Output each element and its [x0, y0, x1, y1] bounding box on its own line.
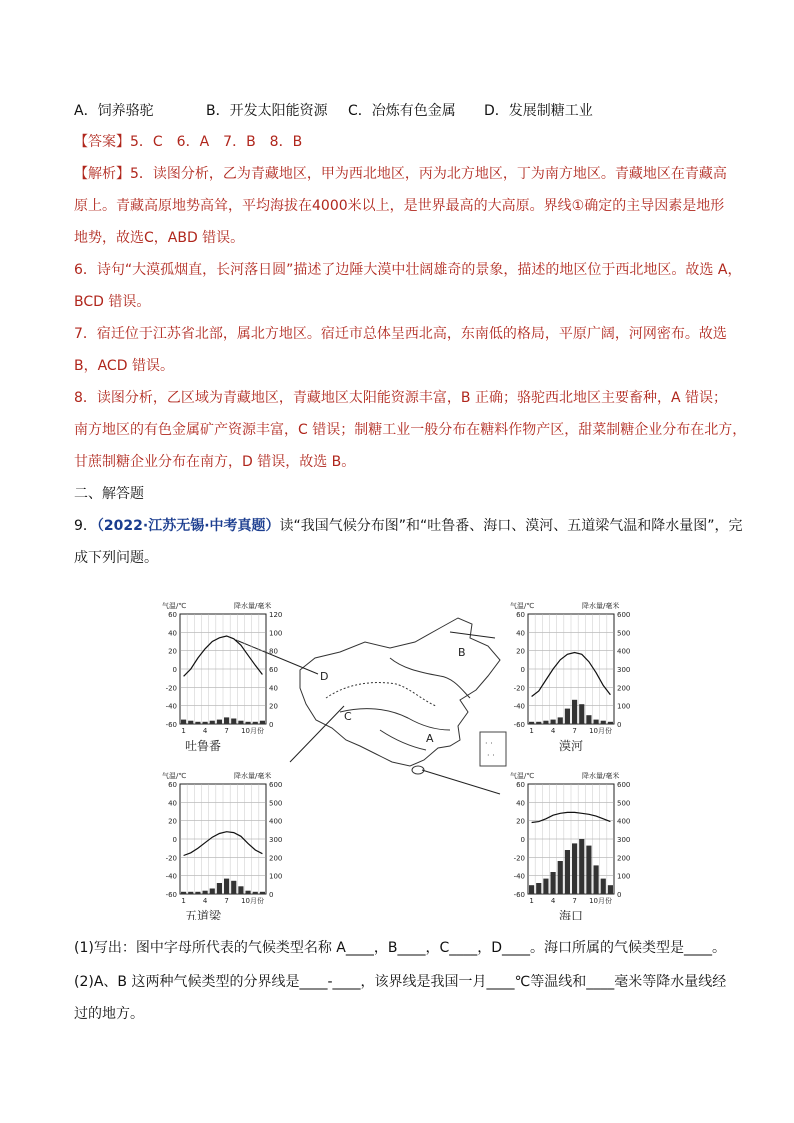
question-9-source: （2022·江苏无锡·中考真题） [96, 518, 280, 534]
precip-tick: 100 [617, 702, 631, 711]
precip-bar [260, 721, 265, 724]
temp-tick: 60 [516, 781, 525, 789]
temp-tick: -20 [165, 684, 177, 693]
precip-bar [181, 720, 186, 724]
precip-tick: 200 [617, 854, 631, 863]
south-china-sea-inset [480, 732, 506, 766]
temp-tick: 40 [168, 629, 177, 638]
precip-tick: 60 [269, 666, 278, 674]
precip-tick: 200 [617, 684, 631, 693]
question-9-number: 9． [74, 518, 97, 534]
precip-bar [572, 843, 577, 894]
precip-bar [210, 889, 215, 895]
precip-tick: 40 [269, 684, 278, 693]
month-tick: 1 [529, 727, 534, 735]
temp-tick: 0 [520, 666, 525, 674]
analysis-p5-line1: 5．读图分析，乙为青藏地区，甲为西北地区，丙为北方地区，丁为南方地区。青藏地区在青藏高 [130, 166, 727, 182]
answer-label: 【答案】 [74, 134, 130, 150]
temp-tick: 0 [520, 836, 525, 844]
analysis-p5-line2: 原上。青藏高原地势高耸，平均海拔在4000米以上，是世界最高的大高原。界线 [74, 198, 572, 214]
precip-bar [601, 721, 606, 724]
month-tick: 1 [181, 897, 186, 905]
precip-bar [203, 722, 208, 724]
temp-tick: 20 [516, 647, 525, 656]
analysis-label: 【解析】 [74, 166, 130, 182]
precip-tick: 120 [269, 611, 283, 619]
temp-tick: 60 [516, 611, 525, 619]
precip-bar [608, 722, 613, 724]
china-climate-map [300, 618, 506, 774]
chart-3 [510, 771, 630, 920]
precip-tick: 400 [269, 817, 283, 826]
precip-tick: 300 [617, 666, 631, 674]
climate-figure [140, 580, 660, 920]
precip-bar [594, 865, 599, 894]
precip-axis-label: 降水量/毫米 [582, 602, 620, 610]
temp-axis-label: 气温/℃ [162, 772, 187, 780]
precip-bar [586, 715, 591, 724]
month-label: 10月份 [589, 897, 612, 905]
analysis-line-5: BCD 错误。 [74, 294, 151, 310]
precip-bar [608, 885, 613, 894]
month-tick: 7 [224, 727, 229, 735]
map-letter-a: A [426, 732, 434, 745]
pointer-wudaoliang [290, 706, 344, 762]
precip-bar [253, 722, 258, 724]
precip-axis-label: 降水量/毫米 [234, 602, 272, 610]
month-label: 10月份 [241, 727, 264, 735]
pointer-mohe [450, 632, 495, 638]
precip-bar [188, 892, 193, 894]
month-tick: 1 [529, 897, 534, 905]
temp-tick: -60 [513, 721, 525, 729]
precip-tick: 300 [617, 836, 631, 844]
precip-bar [565, 709, 570, 724]
answer-text: 5．C 6．A 7．B 8．B [130, 134, 303, 150]
precip-bar [551, 720, 556, 724]
precip-bar [572, 700, 577, 724]
precip-bar [558, 861, 563, 894]
answer-line [74, 132, 302, 152]
analysis-line-2 [74, 196, 724, 216]
climate-boundary-1 [326, 683, 436, 706]
precip-bar [260, 892, 265, 894]
subquestion-2-line-2: 过的地方。 [74, 1006, 144, 1022]
temp-tick: 20 [516, 817, 525, 826]
precip-bar [543, 721, 548, 724]
analysis-p5-line2-end: 确定的主导因素是地形 [584, 198, 725, 214]
climate-boundary-2 [340, 709, 450, 730]
analysis-line-1 [74, 164, 727, 184]
precip-tick: 80 [269, 647, 278, 656]
precip-bar [231, 881, 236, 894]
precip-bar [594, 720, 599, 724]
precip-tick: 100 [269, 872, 283, 881]
temp-tick: -40 [165, 702, 177, 711]
china-outline [300, 618, 500, 766]
precip-tick: 0 [269, 891, 274, 899]
precip-tick: 300 [269, 836, 283, 844]
month-tick: 1 [181, 727, 186, 735]
precip-bar [551, 872, 556, 894]
temp-tick: -60 [513, 891, 525, 899]
precip-bar [238, 886, 243, 894]
south-china-sea-dots-2: · · [487, 751, 495, 760]
precip-bar [586, 846, 591, 894]
precip-tick: 500 [269, 799, 283, 808]
precip-bar [529, 722, 534, 724]
precip-bar [188, 721, 193, 724]
climate-boundary-3 [390, 658, 470, 698]
temp-axis-label: 气温/℃ [510, 602, 535, 610]
precip-bar [195, 892, 200, 894]
analysis-line-9: 南方地区的有色金属矿产资源丰富，C 错误；制糖工业一般分布在糖料作物产区，甜菜制糖企业分布在北方， [74, 422, 747, 438]
temp-tick: -20 [165, 854, 177, 863]
precip-bar [181, 892, 186, 894]
precip-bar [224, 717, 229, 724]
precip-tick: 20 [269, 702, 278, 711]
precip-axis-label: 降水量/毫米 [582, 772, 620, 780]
temp-tick: 0 [172, 836, 177, 844]
temp-tick: 40 [516, 799, 525, 808]
chart-0 [162, 601, 282, 753]
analysis-line-8: 8．读图分析，乙区域为青藏地区，青藏地区太阳能资源丰富，B 正确；骆驼西北地区主要畜种，A 错误； [74, 390, 727, 406]
precip-tick: 400 [617, 817, 631, 826]
temp-tick: -20 [513, 684, 525, 693]
temp-tick: -40 [165, 872, 177, 881]
precip-tick: 100 [617, 872, 631, 881]
option-d: D．发展制糖工业 [484, 103, 593, 119]
city-name: 海口 [558, 909, 584, 920]
temp-axis-label: 气温/℃ [510, 772, 535, 780]
precip-tick: 600 [269, 781, 283, 789]
precip-bar [217, 720, 222, 724]
analysis-line-6: 7．宿迁位于江苏省北部，属北方地区。宿迁市总体呈西北高，东南低的格局，平原广阔，河网密布。故选 [74, 326, 727, 342]
precip-tick: 200 [269, 854, 283, 863]
subquestion-1: (1)写出：图中字母所代表的气候类型名称 A____，B____，C____，D____。海口所属的气候类型是____。 [74, 940, 727, 956]
precip-tick: 0 [269, 721, 274, 729]
precip-bar [558, 717, 563, 724]
city-name: 漠河 [558, 739, 584, 753]
precip-bar [536, 883, 541, 894]
question-9-line-1 [74, 516, 743, 536]
precip-bar [210, 721, 215, 724]
map-letter-b: B [458, 646, 466, 659]
temp-tick: 40 [516, 629, 525, 638]
climate-boundary-4 [380, 730, 426, 750]
precip-tick: 0 [617, 891, 622, 899]
analysis-line-3: 地势，故选C，ABD 错误。 [74, 230, 245, 246]
chart-2 [162, 771, 282, 920]
city-name: 吐鲁番 [184, 739, 222, 753]
precip-bar [203, 891, 208, 894]
option-a: A．饲养骆驼 [74, 103, 154, 119]
month-tick: 4 [202, 897, 208, 905]
month-tick: 7 [572, 727, 577, 735]
month-tick: 7 [572, 897, 577, 905]
precip-bar [231, 719, 236, 725]
city-name: 五道梁 [184, 909, 222, 920]
precip-bar [224, 879, 229, 894]
temp-tick: 40 [168, 799, 177, 808]
options-row [74, 101, 593, 121]
precip-tick: 100 [269, 629, 283, 638]
option-b: B．开发太阳能资源 [206, 103, 328, 119]
month-label: 10月份 [589, 727, 612, 735]
analysis-line-4: 6．诗句“大漠孤烟直，长河落日圆”描述了边陲大漠中壮阔雄奇的景象，描述的地区位于西北地区。故选 A， [74, 262, 742, 278]
month-tick: 7 [224, 897, 229, 905]
precip-bar [195, 722, 200, 724]
month-tick: 4 [550, 727, 556, 735]
precip-bar [246, 722, 251, 724]
precip-bar [246, 891, 251, 894]
temp-tick: 60 [168, 781, 177, 789]
precip-bar [253, 892, 258, 894]
subquestion-2-line-1: (2)A、B 这两种气候类型的分界线是____-____，该界线是我国一月____℃等温线和____毫米等降水量线经 [74, 974, 727, 990]
pointer-haikou [422, 770, 500, 794]
circle-number: ① [571, 198, 585, 214]
month-label: 10月份 [241, 897, 264, 905]
precip-bar [579, 839, 584, 894]
south-china-sea-dots: · · [485, 739, 493, 748]
section-title: 二、解答题 [74, 486, 144, 502]
temp-tick: 60 [168, 611, 177, 619]
question-9-line-2: 成下列问题。 [74, 550, 158, 566]
precip-tick: 0 [617, 721, 622, 729]
precip-bar [579, 704, 584, 724]
temp-tick: 0 [172, 666, 177, 674]
precip-bar [238, 721, 243, 724]
precip-bar [565, 850, 570, 894]
precip-bar [536, 722, 541, 724]
precip-axis-label: 降水量/毫米 [234, 772, 272, 780]
temp-tick: -60 [165, 891, 177, 899]
precip-tick: 500 [617, 629, 631, 638]
temp-tick: 20 [168, 817, 177, 826]
precip-tick: 400 [617, 647, 631, 656]
precip-bar [529, 885, 534, 894]
precip-tick: 600 [617, 781, 631, 789]
temp-tick: -40 [513, 702, 525, 711]
month-tick: 4 [202, 727, 208, 735]
temp-tick: -60 [165, 721, 177, 729]
precip-bar [601, 879, 606, 894]
climate-figure-svg [140, 580, 660, 920]
precip-bar [217, 883, 222, 894]
precip-tick: 500 [617, 799, 631, 808]
precip-tick: 600 [617, 611, 631, 619]
map-letter-c: C [344, 710, 352, 723]
map-letter-d: D [320, 670, 329, 683]
temp-tick: 20 [168, 647, 177, 656]
precip-bar [543, 879, 548, 894]
temp-tick: -40 [513, 872, 525, 881]
temp-tick: -20 [513, 854, 525, 863]
month-tick: 4 [550, 897, 556, 905]
chart-1 [510, 601, 630, 753]
question-9-text: 读“我国气候分布图”和“吐鲁番、海口、漠河、五道梁气温和降水量图”，完 [279, 518, 743, 534]
option-c: C．冶炼有色金属 [348, 103, 456, 119]
analysis-line-7: B，ACD 错误。 [74, 358, 174, 374]
climate-charts [162, 601, 630, 920]
temp-axis-label: 气温/℃ [162, 602, 187, 610]
analysis-line-10: 甘蔗制糖企业分布在南方，D 错误，故选 B。 [74, 454, 356, 470]
